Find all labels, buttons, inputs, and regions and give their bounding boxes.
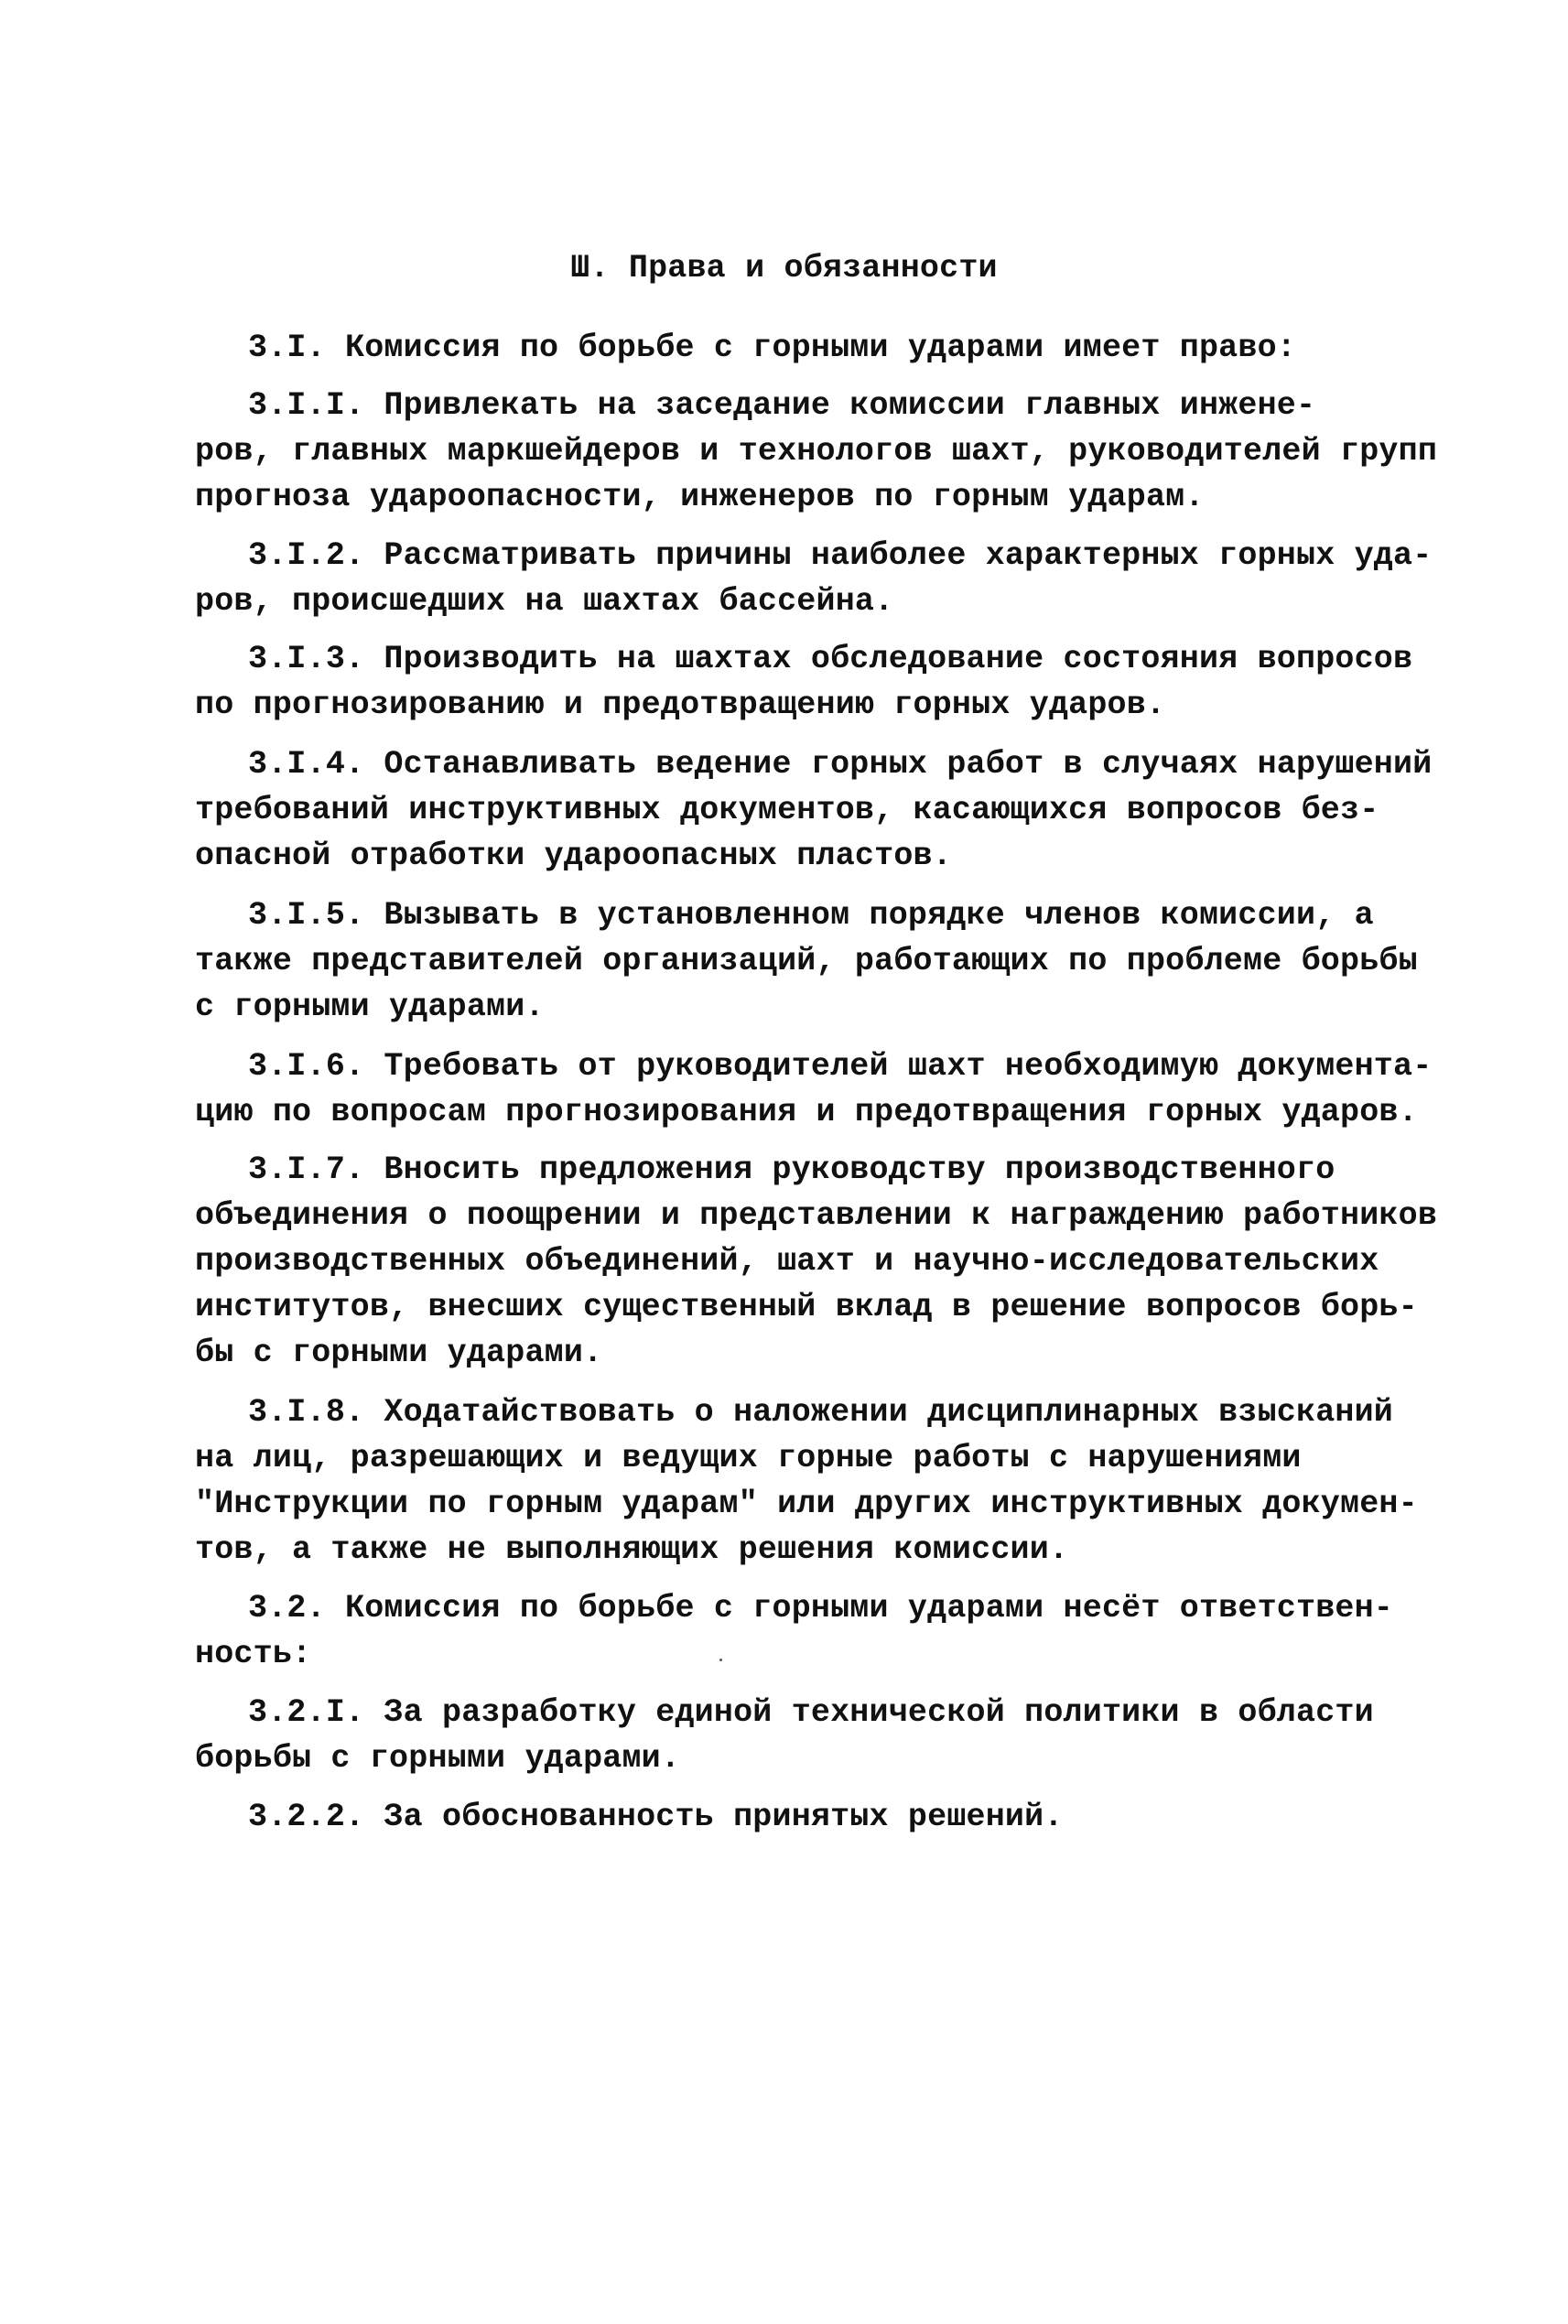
paragraph-line: 3.I.8. Ходатайствовать о наложении дисциплинарных взысканий [248, 1394, 1394, 1431]
paragraph-line: ров, происшедших на шахтах бассейна. [195, 583, 894, 620]
paragraph-line: 3.I.2. Рассматривать причины наиболее характерных горных уда- [248, 537, 1433, 574]
paragraph-line: "Инструкции по горным ударам" или других инструктивных докумен- [195, 1486, 1418, 1522]
paragraph-line: с горными ударами. [195, 989, 545, 1025]
paragraph-line: производственных объединений, шахт и научно-исследовательских [195, 1243, 1379, 1280]
paragraph-line: 3.2.I. За разработку единой технической политики в области [248, 1694, 1374, 1731]
paragraph-line: объединения о поощрении и представлении к награждению работников [195, 1197, 1438, 1234]
paragraph-line: 3.I.6. Требовать от руководителей шахт необходимую документа- [248, 1048, 1433, 1085]
paragraph-line: 3.I.3. Производить на шахтах обследование состояния вопросов [248, 641, 1413, 677]
paragraph-line: 3.I.7. Вносить предложения руководству производственного [248, 1151, 1336, 1188]
paragraph-line: 3.I.I. Привлекать на заседание комиссии главных инжене- [248, 387, 1316, 424]
scan-speck [719, 1659, 722, 1661]
paragraph-line: ность: [195, 1636, 312, 1672]
paragraph-line: по прогнозированию и предотвращению горных ударов. [195, 686, 1166, 723]
paragraph-line: требований инструктивных документов, касающихся вопросов без- [195, 792, 1379, 828]
paragraph-line: опасной отработки удароопасных пластов. [195, 838, 952, 874]
paragraph-line: борьбы с горными ударами. [195, 1740, 681, 1777]
paragraph-line: также представителей организаций, работающих по проблеме борьбы [195, 943, 1418, 979]
paragraph-line: тов, а также не выполняющих решения комиссии. [195, 1531, 1069, 1568]
paragraph-line: 3.2. Комиссия по борьбе с горными ударами несёт ответствен- [248, 1590, 1394, 1627]
paragraph-line: 3.I.5. Вызывать в установленном порядке членов комиссии, а [248, 897, 1374, 934]
paragraph-line: прогноза удароопасности, инженеров по горным ударам. [195, 479, 1205, 515]
paragraph-line: на лиц, разрешающих и ведущих горные работы с нарушениями [195, 1440, 1302, 1476]
section-title: Ш. Права и обязанности [570, 250, 998, 286]
paragraph-line: 3.I.4. Останавливать ведение горных работ в случаях нарушений [248, 746, 1433, 783]
paragraph-line: бы с горными ударами. [195, 1335, 603, 1371]
paragraph-line: 3.I. Комиссия по борьбе с горными ударами имеет право: [248, 330, 1296, 366]
paragraph-line: цию по вопросам прогнозирования и предотвращения горных ударов. [195, 1094, 1418, 1130]
paragraph-line: ров, главных маркшейдеров и технологов шахт, руководителей групп [195, 433, 1438, 470]
paragraph-line: 3.2.2. За обоснованность принятых решений. [248, 1799, 1064, 1835]
paragraph-line: институтов, внесших существенный вклад в решение вопросов борь- [195, 1289, 1418, 1325]
